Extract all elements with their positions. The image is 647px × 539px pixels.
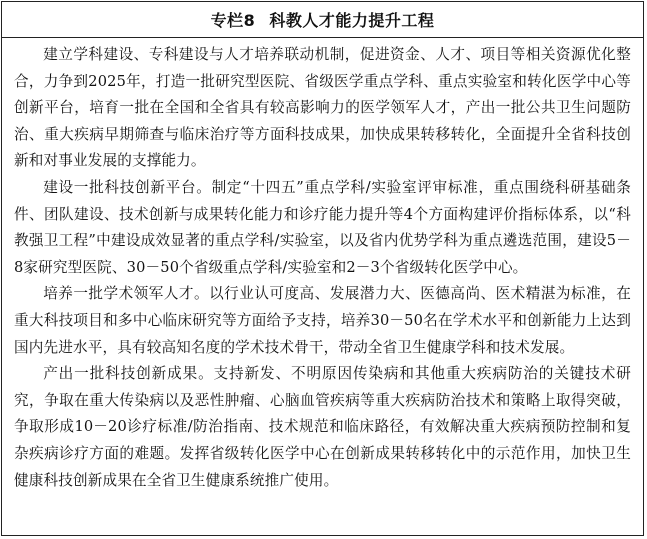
paragraph-talent: 培养一批学术领军人才。以行业认可度高、发展潜力大、医德高尚、医术精湛为标准，在重大科技项目和多中心临床研究等方面给予支持，培养30－50名在学术水平和创新能力上达到国内先进水平，具有较高知名度的学术技术骨干，带动全省卫生健康学科和技术发展。 bbox=[14, 285, 631, 356]
paragraph-intro: 建立学科建设、专科建设与人才培养联动机制，促进资金、人才、项目等相关资源优化整合，力争到2025年，打造一批研究型医院、省级医学重点学科、重点实验室和转化医学中心等创新平台，培育一批在全国和全省具有较高影响力的医学领军人才，产出一批公共卫生问题防治、重大疾病早期筛查与临床治疗等方面科技成果，加快成果转移转化，全面提升全省科技创新和对事业发展的支撑能力。 bbox=[14, 46, 631, 170]
box-title: 科教人才能力提升工程 bbox=[269, 11, 435, 30]
paragraph-platforms: 建设一批科技创新平台。制定“十四五”重点学科/实验室评审标准，重点围绕科研基础条件、团队建设、技术创新与成果转化能力和诊疗能力提升等4个方面构建评价指标体系，以“科教强卫工程”中建设成效显著的重点学科/实验室，以及省内优势学科为重点遴选范围，建设5－8家研究型医院、30－50个省级重点学科/实验室和2－3个省级转化医学中心。 bbox=[14, 178, 631, 276]
box-label: 专栏8 bbox=[210, 11, 256, 30]
box-title-bar bbox=[2, 2, 643, 38]
column-box bbox=[1, 1, 644, 536]
paragraph-outcomes: 产出一批科技创新成果。支持新发、不明原因传染病和其他重大疾病防治的关键技术研究，争取在重大传染病以及恶性肿瘤、心脑血管疾病等重大疾病防治技术和策略上取得突破，争取形成10－20诊疗标准/防治指南、技术规范和临床路径，有效解决重大疾病预防控制和复杂疾病诊疗方面的难题。发挥省级转化医学中心在创新成果转移转化中的示范作用，加快卫生健康科技创新成果在全省卫生健康系统推广使用。 bbox=[14, 365, 631, 489]
box-content bbox=[2, 38, 643, 494]
